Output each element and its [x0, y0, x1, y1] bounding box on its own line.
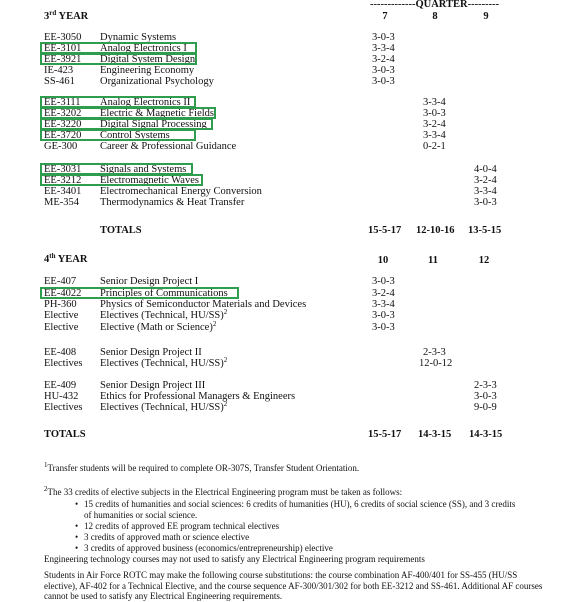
- year4-title-sup: th: [49, 252, 56, 260]
- course-name: Ethics for Professional Managers & Engineers: [100, 391, 296, 402]
- year4-title-num: 4: [44, 254, 50, 265]
- course-credits: 3-2-4: [372, 288, 395, 299]
- course-credits: 3-2-4: [423, 119, 446, 130]
- course-credits: 3-0-3: [372, 310, 395, 321]
- year4-title-suffix: YEAR: [55, 254, 88, 265]
- course-code: HU-432: [44, 391, 79, 402]
- y4-total-q12: 14-3-15: [469, 429, 503, 440]
- course-name-text: Electives (Technical, HU/SS): [100, 310, 224, 321]
- course-credits: 3-3-4: [372, 43, 395, 54]
- elective-bullet-4: [75, 543, 524, 554]
- course-credits: 3-2-4: [372, 54, 395, 65]
- footnote-1: [44, 463, 544, 474]
- quarter-8-label: 8: [432, 11, 438, 22]
- course-name: [100, 322, 216, 334]
- engineering-tech-note: Engineering technology courses may not used to satisfy any Electrical Engineering program requirements: [44, 554, 425, 564]
- course-credits: 3-3-4: [423, 130, 446, 141]
- course-code: Electives: [44, 402, 83, 413]
- quarter-12-label: 12: [478, 255, 490, 266]
- course-name: Thermodynamics & Heat Transfer: [100, 197, 245, 208]
- y4-total-q10: 15-5-17: [368, 429, 402, 440]
- footnote-ref: 2: [212, 320, 217, 328]
- course-code: Elective: [44, 322, 79, 333]
- course-name: Senior Design Project II: [100, 347, 202, 358]
- footnote-2: [44, 487, 544, 498]
- quarter-10-label: 10: [377, 255, 389, 266]
- course-name: Engineering Economy: [100, 65, 195, 76]
- highlight-ee4022: [40, 287, 239, 299]
- footnote-ref: 2: [223, 308, 228, 316]
- course-credits: 4-0-4: [474, 164, 497, 175]
- quarter-11-label: 11: [428, 255, 438, 266]
- elective-bullet-1: [75, 499, 524, 520]
- course-credits: 3-3-4: [372, 299, 395, 310]
- footnote-1-text: Transfer students will be required to complete OR-307S, Transfer Student Orientation.: [47, 463, 360, 473]
- y4-totals-label: TOTALS: [44, 429, 86, 440]
- course-name: Signals and Systems: [100, 164, 187, 175]
- highlight-ee3921: [40, 53, 197, 65]
- course-code: EE-3101: [44, 43, 82, 54]
- course-name: Electromechanical Energy Conversion: [100, 186, 262, 197]
- course-name-text: Electives (Technical, HU/SS): [100, 358, 224, 369]
- course-code: EE-4022: [44, 288, 82, 299]
- year3-title-num: 3: [44, 11, 50, 22]
- course-name-text: Elective (Math or Science): [100, 322, 213, 333]
- quarter-7-label: 7: [382, 11, 388, 22]
- course-name-text: Electives (Technical, HU/SS): [100, 402, 224, 413]
- highlight-ee3720: [40, 129, 196, 141]
- course-code: EE-3111: [44, 97, 81, 108]
- elective-bullet-3: [75, 532, 524, 543]
- footnote-ref: 2: [223, 400, 228, 408]
- course-credits: 12-0-12: [419, 358, 453, 369]
- course-code: SS-461: [44, 76, 75, 87]
- bullet-dot: •: [75, 499, 79, 509]
- course-code: EE-3401: [44, 186, 82, 197]
- course-name: Senior Design Project III: [100, 380, 206, 391]
- y3-total-q9: 13-5-15: [468, 225, 502, 236]
- course-code: EE-3720: [44, 130, 82, 141]
- course-name: Physics of Semiconductor Materials and Devices: [100, 299, 307, 310]
- course-credits: 0-2-1: [423, 141, 446, 152]
- course-name: [100, 358, 227, 370]
- course-code: EE-3220: [44, 119, 82, 130]
- course-name: [100, 402, 227, 414]
- course-code: EE-3921: [44, 54, 82, 65]
- course-credits: 3-0-3: [474, 391, 497, 402]
- course-code: EE-3212: [44, 175, 82, 186]
- course-code: Electives: [44, 358, 83, 369]
- course-code: IE-423: [44, 65, 74, 76]
- footnote-2-mark: 2: [44, 485, 48, 493]
- course-code: EE-3202: [44, 108, 82, 119]
- course-name: Analog Electronics II: [100, 97, 191, 108]
- highlight-ee3212: [40, 174, 203, 186]
- course-name: Career & Professional Guidance: [100, 141, 237, 152]
- course-credits: 2-3-3: [474, 380, 497, 391]
- course-name: Principles of Communications: [100, 288, 228, 299]
- course-code: EE-3050: [44, 32, 82, 43]
- year3-title-suffix: YEAR: [56, 11, 89, 22]
- bullet-dot: •: [75, 521, 79, 531]
- quarter-9-label: 9: [483, 11, 489, 22]
- footnote-2-text: The 33 credits of elective subjects in the Electrical Engineering program must be taken as follows:: [47, 487, 403, 497]
- bullet-text: 12 credits of approved EE program technical electives: [84, 521, 280, 531]
- course-name: Dynamic Systems: [100, 32, 177, 43]
- y4-total-q11: 14-3-15: [418, 429, 452, 440]
- course-credits: 3-0-3: [372, 65, 395, 76]
- course-credits: 3-0-3: [372, 322, 395, 333]
- bullet-dot: •: [75, 543, 79, 553]
- course-code: PH-360: [44, 299, 77, 310]
- course-name: Analog Electronics I: [100, 43, 187, 54]
- course-code: ME-354: [44, 197, 79, 208]
- quarter-header: -------------QUARTER---------: [370, 0, 500, 10]
- year3-title-sup: rd: [49, 9, 57, 17]
- course-name: Electric & Magnetic Fields: [100, 108, 215, 119]
- elective-bullet-2: [75, 521, 524, 532]
- bullet-text: 3 credits of approved business (economics/entrepreneurship) elective: [84, 543, 333, 553]
- bullet-text: 15 credits of humanities and social sciences: 6 credits of humanities (HU), 6 credits of social science (SS), and 3 credits of humanities or social science.: [84, 499, 516, 520]
- course-credits: 3-3-4: [474, 186, 497, 197]
- course-credits: 3-0-3: [372, 276, 395, 287]
- course-name: Senior Design Project I: [100, 276, 199, 287]
- footnote-1-mark: 1: [44, 461, 48, 469]
- course-name: Digital Signal Processing: [100, 119, 207, 130]
- y3-totals-label: TOTALS: [100, 225, 142, 236]
- course-credits: 3-0-3: [372, 76, 395, 87]
- course-code: GE-300: [44, 141, 78, 152]
- course-credits: 2-3-3: [423, 347, 446, 358]
- course-code: Elective: [44, 310, 79, 321]
- y3-total-q7: 15-5-17: [368, 225, 402, 236]
- course-credits: 3-0-3: [474, 197, 497, 208]
- course-name: [100, 310, 227, 322]
- year4-title: [44, 254, 87, 266]
- course-name: Control Systems: [100, 130, 170, 141]
- course-name: Electromagnetic Waves: [100, 175, 199, 186]
- course-code: EE-409: [44, 380, 77, 391]
- footnote-ref: 2: [223, 356, 228, 364]
- course-code: EE-407: [44, 276, 77, 287]
- course-credits: 9-0-9: [474, 402, 497, 413]
- course-credits: 3-0-3: [423, 108, 446, 119]
- course-name: Organizational Psychology: [100, 76, 214, 87]
- course-credits: 3-3-4: [423, 97, 446, 108]
- rotc-note: Students in Air Force ROTC may make the following course substitutions: the course combination AF-400/401 for SS-455 (HU/SS elective), AF-402 for a Technical Elective, and the course sequence AF-300/301/302 for both EE-3212 and SS-461. Additional AF courses cannot be used to satisfy any Electrical Engineering requirements.: [44, 570, 543, 601]
- course-credits: 3-0-3: [372, 32, 395, 43]
- course-credits: 3-2-4: [474, 175, 497, 186]
- course-name: Digital System Design: [100, 54, 196, 65]
- bullet-dot: •: [75, 532, 79, 542]
- course-code: EE-408: [44, 347, 77, 358]
- bullet-text: 3 credits of approved math or science elective: [84, 532, 250, 542]
- course-code: EE-3031: [44, 164, 82, 175]
- y3-total-q8: 12-10-16: [416, 225, 455, 236]
- year3-title: [44, 11, 88, 23]
